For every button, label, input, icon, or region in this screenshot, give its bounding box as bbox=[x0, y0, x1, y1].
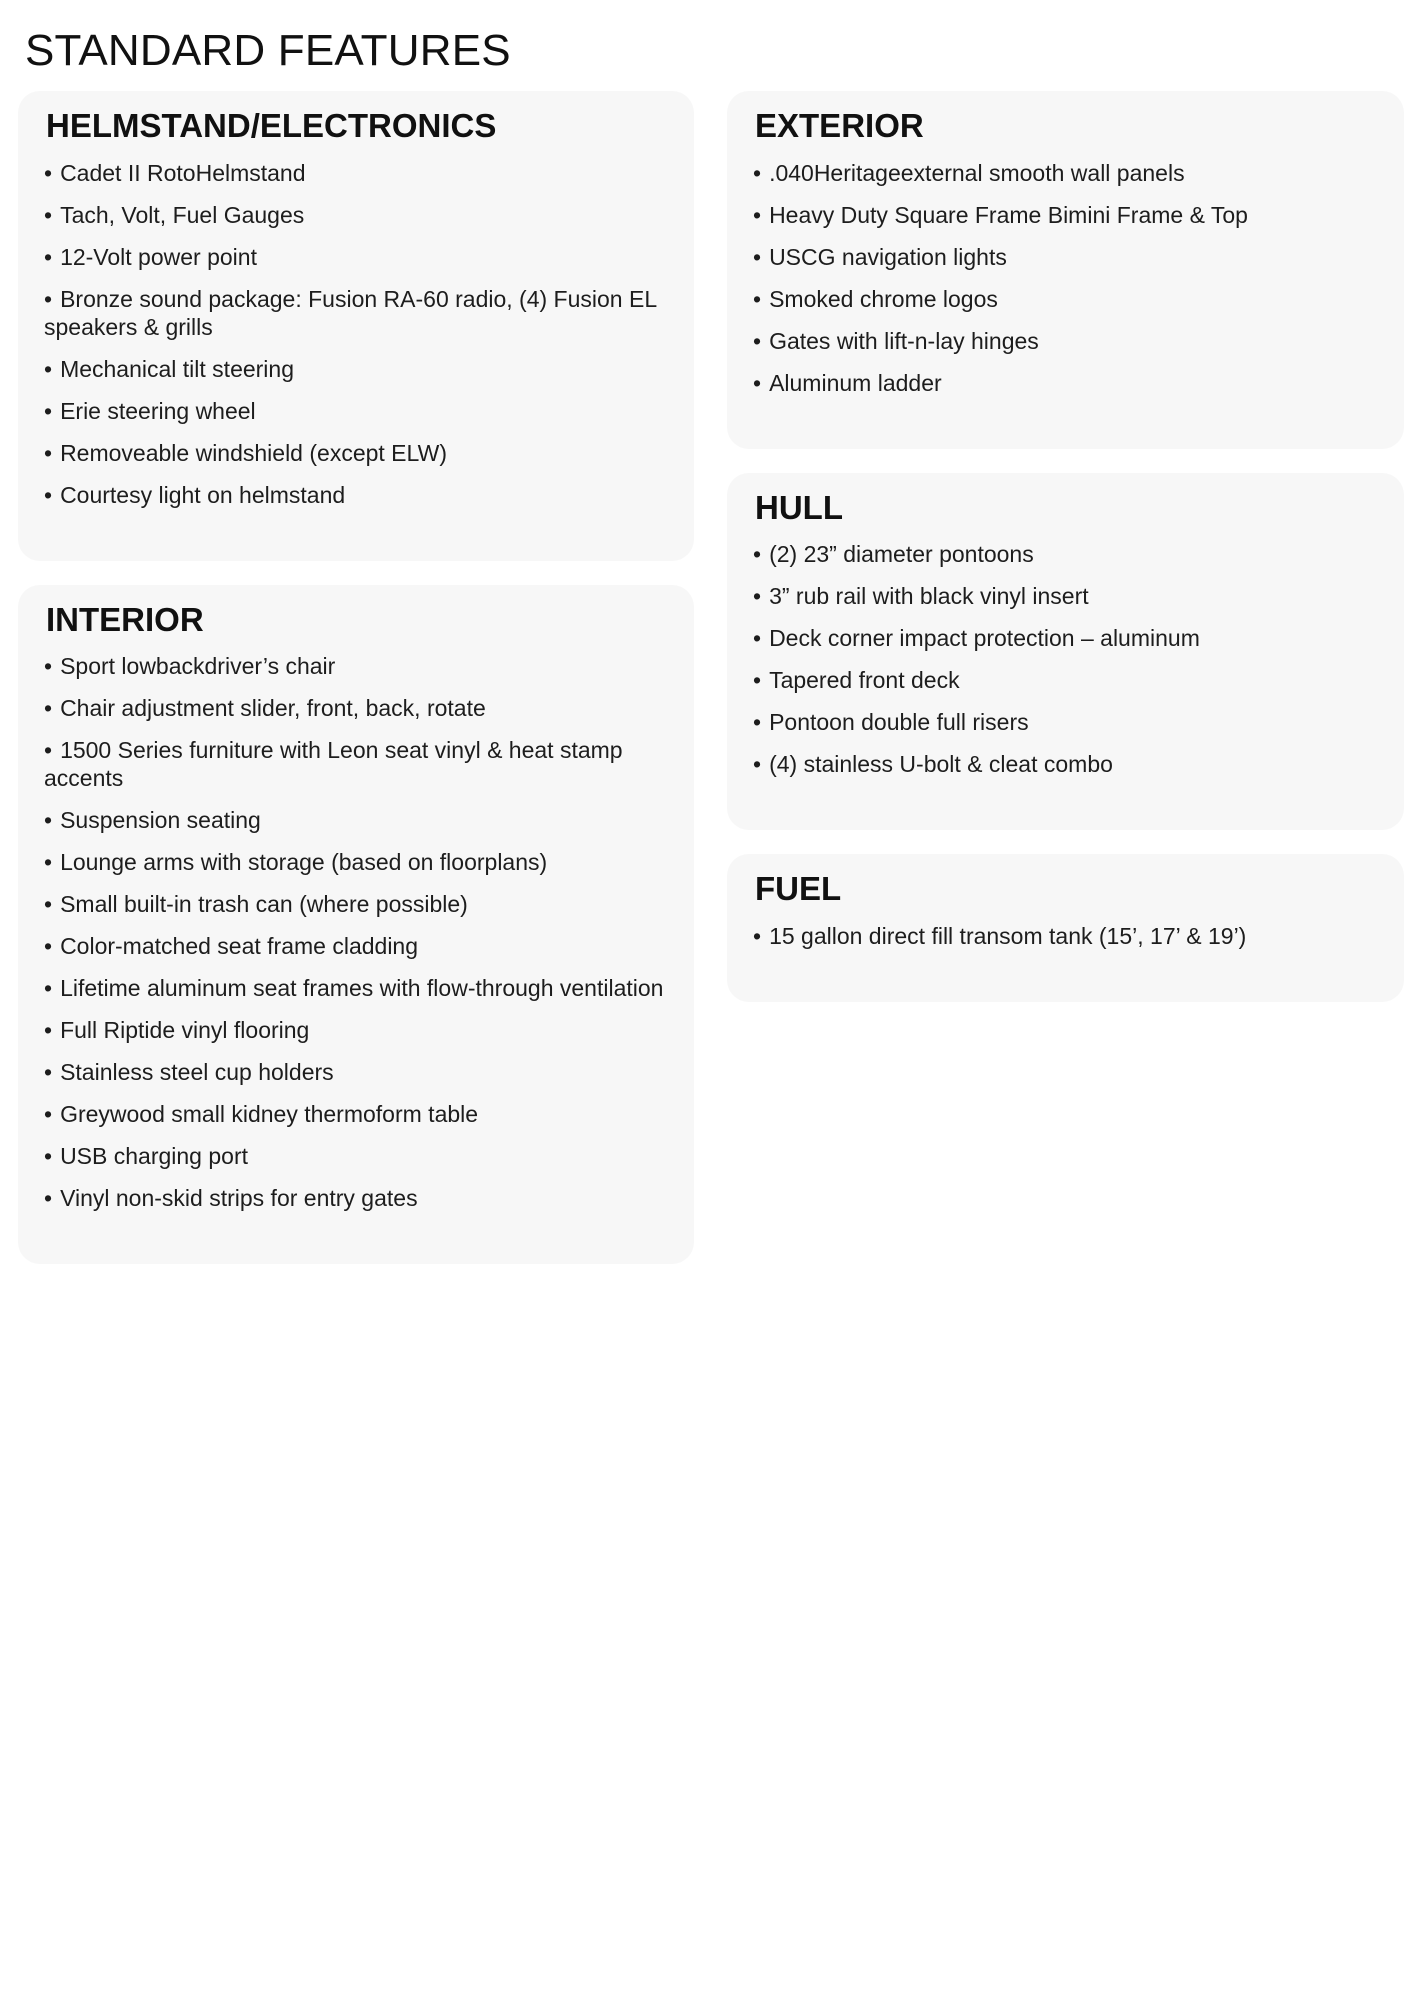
feature-item: • USCG navigation lights bbox=[753, 243, 1394, 271]
feature-item: • Lounge arms with storage (based on floorplans) bbox=[44, 848, 684, 876]
section-card-helmstand-electronics bbox=[18, 91, 694, 561]
feature-item: • Chair adjustment slider, front, back, rotate bbox=[44, 694, 684, 722]
features-column-right bbox=[727, 91, 1404, 1003]
features-columns bbox=[18, 91, 1414, 1265]
section-heading-fuel: FUEL bbox=[755, 870, 842, 908]
features-column-left bbox=[18, 91, 694, 1265]
feature-item: • Greywood small kidney thermoform table bbox=[44, 1100, 684, 1128]
feature-item: • Tach, Volt, Fuel Gauges bbox=[44, 201, 684, 229]
feature-item: • Suspension seating bbox=[44, 806, 684, 834]
feature-item: • Removeable windshield (except ELW) bbox=[44, 439, 684, 467]
feature-item: • Cadet II RotoHelmstand bbox=[44, 159, 684, 187]
feature-item: • Heavy Duty Square Frame Bimini Frame & Top bbox=[753, 201, 1394, 229]
feature-item: • Color-matched seat frame cladding bbox=[44, 932, 684, 960]
feature-list-interior bbox=[44, 652, 684, 1212]
feature-item: • .040Heritageexternal smooth wall panels bbox=[753, 159, 1394, 187]
feature-item: • USB charging port bbox=[44, 1142, 684, 1170]
page-title: STANDARD FEATURES bbox=[25, 26, 511, 75]
feature-item: • Full Riptide vinyl flooring bbox=[44, 1016, 684, 1044]
section-heading-interior: INTERIOR bbox=[46, 600, 204, 638]
feature-item: • Sport lowbackdriver’s chair bbox=[44, 652, 684, 680]
feature-item: • Pontoon double full risers bbox=[753, 708, 1394, 736]
feature-item: • 12-Volt power point bbox=[44, 243, 684, 271]
feature-list-helmstand-electronics bbox=[44, 159, 684, 509]
section-card-exterior bbox=[727, 91, 1404, 449]
feature-item: • Aluminum ladder bbox=[753, 369, 1394, 397]
feature-item: • Courtesy light on helmstand bbox=[44, 481, 684, 509]
feature-item: • Bronze sound package: Fusion RA-60 radio, (4) Fusion EL speakers & grills bbox=[44, 285, 684, 341]
feature-item: • Deck corner impact protection – aluminum bbox=[753, 624, 1394, 652]
feature-item: • Erie steering wheel bbox=[44, 397, 684, 425]
feature-item: • (2) 23” diameter pontoons bbox=[753, 540, 1394, 568]
feature-list-exterior bbox=[753, 159, 1394, 397]
feature-item: • Vinyl non-skid strips for entry gates bbox=[44, 1184, 684, 1212]
section-heading-hull: HULL bbox=[755, 488, 843, 526]
feature-item: • (4) stainless U-bolt & cleat combo bbox=[753, 750, 1394, 778]
feature-item: • 3” rub rail with black vinyl insert bbox=[753, 582, 1394, 610]
feature-item: • Mechanical tilt steering bbox=[44, 355, 684, 383]
feature-item: • 15 gallon direct fill transom tank (15’, 17’ & 19’) bbox=[753, 922, 1394, 950]
feature-item: • Gates with lift-n-lay hinges bbox=[753, 327, 1394, 355]
section-heading-helmstand-electronics: HELMSTAND/ELECTRONICS bbox=[46, 106, 497, 144]
feature-item: • Small built-in trash can (where possible) bbox=[44, 890, 684, 918]
feature-item: • Tapered front deck bbox=[753, 666, 1394, 694]
section-card-interior bbox=[18, 585, 694, 1265]
section-card-fuel bbox=[727, 854, 1404, 1002]
feature-item: • Lifetime aluminum seat frames with flow-through ventilation bbox=[44, 974, 684, 1002]
feature-item: • Smoked chrome logos bbox=[753, 285, 1394, 313]
feature-item: • Stainless steel cup holders bbox=[44, 1058, 684, 1086]
feature-item: • 1500 Series furniture with Leon seat vinyl & heat stamp accents bbox=[44, 736, 684, 792]
section-card-hull bbox=[727, 473, 1404, 831]
feature-list-fuel bbox=[753, 922, 1394, 950]
section-heading-exterior: EXTERIOR bbox=[755, 106, 924, 144]
feature-list-hull bbox=[753, 540, 1394, 778]
